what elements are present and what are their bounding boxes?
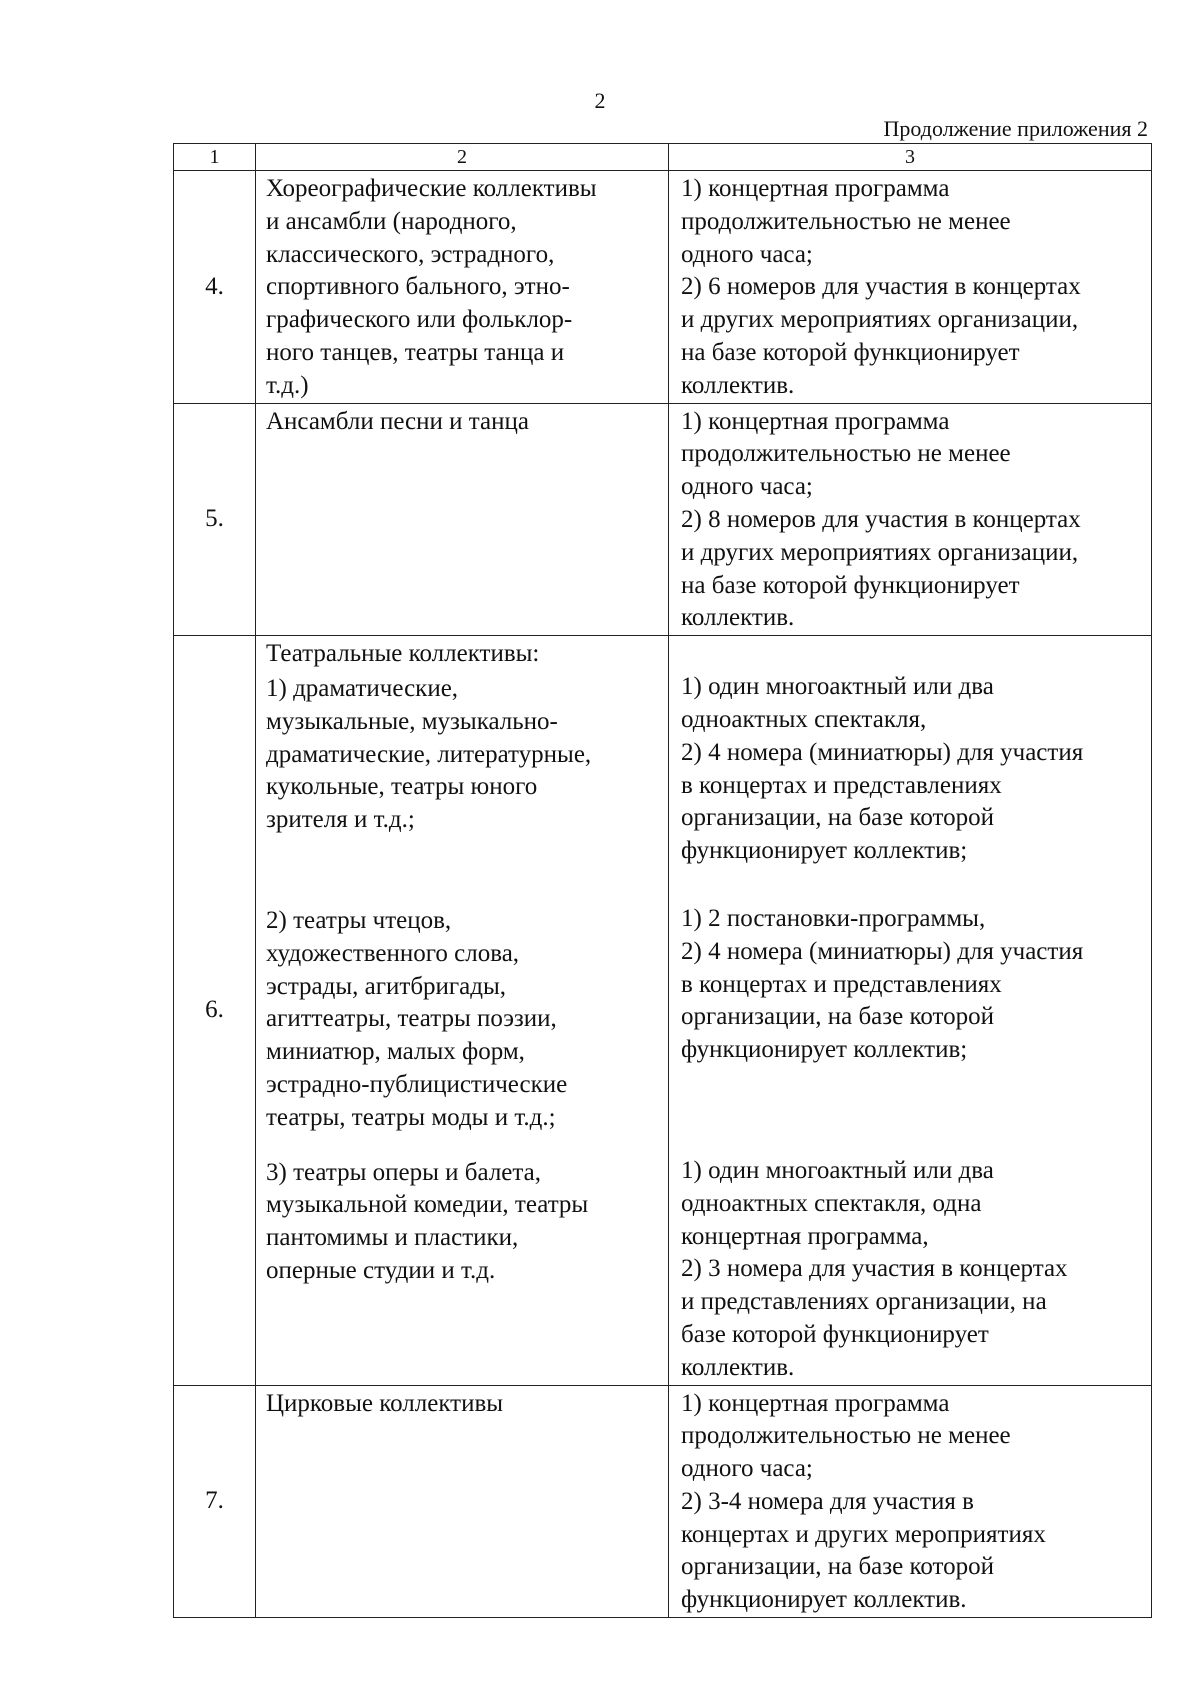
column-header-1: 1 <box>174 144 256 171</box>
collective-type: 2) театры чтецов, художественного слова, эстрады, агитбригады, агиттеатры, театры поэзии, миниатюр, малых форм, эстрадно-публицистические театры, театры моды и т.д.; <box>266 906 568 1131</box>
column-header-3: 3 <box>669 144 1152 171</box>
collective-type: 3) театры оперы и балета, музыкальной комедии, театры пантомимы и пластики, оперные студии и т.д. <box>266 1158 589 1284</box>
column-header-2: 2 <box>256 144 669 171</box>
requirements: 1) концертная программа продолжительностью не менее одного часа; 2) 8 номеров для участия в концертах и других мероприятиях организации, на базе которой функционирует коллектив. <box>681 407 1081 632</box>
table-row <box>174 171 1152 404</box>
table-row <box>174 403 1152 636</box>
table-row <box>174 636 1152 1385</box>
collective-type: 1) драматические, музыкальные, музыкально- драматические, литературные, кукольные, театры юного зрителя и т.д.; <box>266 674 592 834</box>
appendix-table <box>173 143 1152 1618</box>
collective-group-title: Театральные коллективы: <box>266 640 540 668</box>
collective-type: Цирковые коллективы <box>266 1389 504 1417</box>
requirements: 1) один многоактный или два одноактных спектакля, 2) 4 номера (миниатюры) для участия в концертах и представлениях организации, на базе которой функционирует коллектив; <box>681 673 1084 865</box>
collective-type: Ансамбли песни и танца <box>266 407 529 435</box>
row-number: 7. <box>174 1385 256 1618</box>
requirements: 1) концертная программа продолжительностью не менее одного часа; 2) 3-4 номера для участия в концертах и других мероприятиях организации, на базе которой функционирует коллектив. <box>681 1389 1046 1614</box>
row-number: 4. <box>174 171 256 404</box>
continuation-label: Продолжение приложения 2 <box>883 116 1148 141</box>
requirements: 1) 2 постановки-программы, 2) 4 номера (миниатюры) для участия в концертах и представлениях организации, на базе которой функционирует коллектив; <box>681 904 1084 1064</box>
row-number: 6. <box>174 636 256 1385</box>
page-number: 2 <box>594 88 606 113</box>
table-row <box>174 1385 1152 1618</box>
requirements: 1) концертная программа продолжительностью не менее одного часа; 2) 6 номеров для участия в концертах и других мероприятиях организации, на базе которой функционирует коллектив. <box>681 175 1081 399</box>
requirements: 1) один многоактный или два одноактных спектакля, одна концертная программа, 2) 3 номера для участия в концертах и представлениях организации, на базе которой функционирует коллектив. <box>681 1156 1068 1381</box>
table-header-row <box>174 144 1152 171</box>
row-number: 5. <box>174 403 256 636</box>
collective-type: Хореографические коллективы и ансамбли (народного, классического, эстрадного, спортивного бального, этно- графического или фольклор- ного танцев, театры танца и т.д.) <box>266 175 597 399</box>
